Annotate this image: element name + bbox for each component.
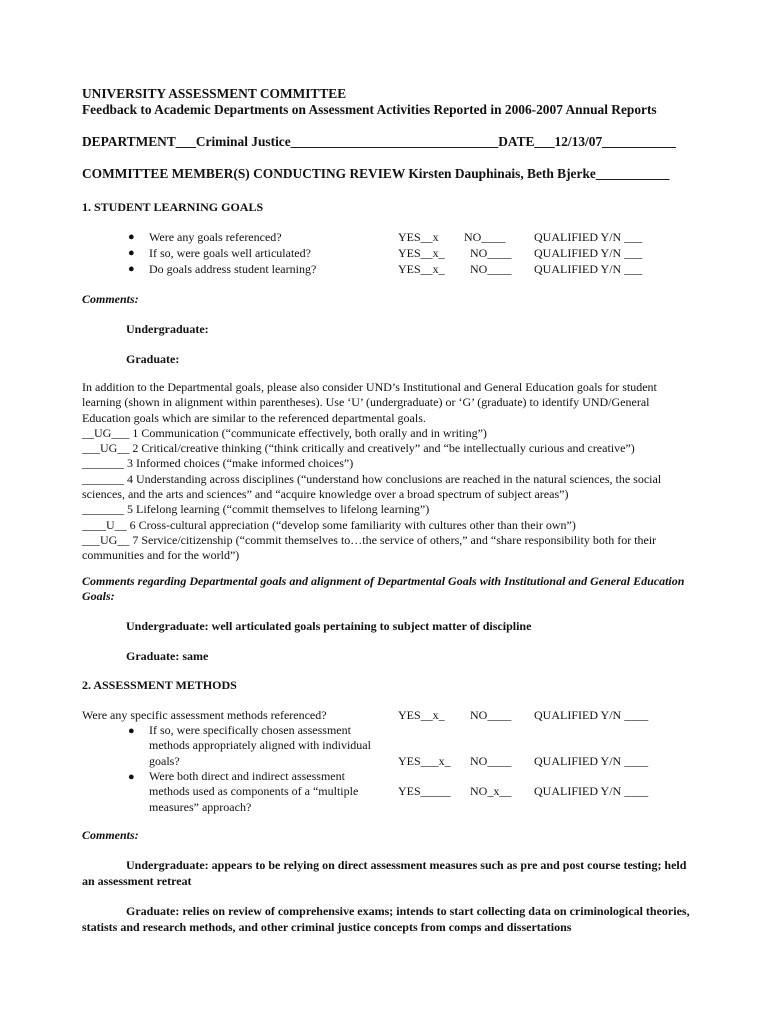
intro-line: In addition to the Departmental goals, please also consider UND’s Institutional and General Education goals for student — [82, 380, 657, 394]
intro-line: Education goals which are similar to the referenced departmental goals. — [82, 410, 426, 425]
no-answer: NO____ — [470, 246, 512, 260]
bullet-icon: ● — [128, 725, 135, 737]
goal-line: _______ 3 Informed choices (“make informed choices”) — [82, 456, 354, 471]
bullet-icon: ● — [128, 263, 135, 275]
question-line: measures” approach? — [149, 799, 252, 814]
question-line: Were both direct and indirect assessment — [149, 769, 345, 783]
no-answer: NO____ — [470, 754, 512, 768]
methods-undergraduate-comment-cont: an assessment retreat — [82, 874, 192, 888]
qualified-answer: QUALIFIED Y/N ____ — [534, 784, 649, 798]
qualified-answer: QUALIFIED Y/N ____ — [534, 754, 649, 768]
question-text — [149, 769, 358, 815]
question-line: methods used as components of a “multiple — [149, 784, 359, 799]
goals-undergraduate-comment: Undergraduate: well articulated goals pertaining to subject matter of discipline — [126, 619, 532, 633]
bullet-icon: ● — [128, 247, 135, 259]
goal-line: ___UG__ 2 Critical/creative thinking (“think critically and creatively” and “be intellectually curious and creative”) — [82, 441, 635, 456]
bullet-icon: ● — [128, 231, 135, 243]
question-text: If so, were goals well articulated? — [149, 246, 311, 260]
department-line: DEPARTMENT___Criminal Justice_______________________________DATE___12/13/07___________ — [82, 134, 676, 149]
goal-line: _______ 5 Lifelong learning (“commit themselves to lifelong learning”) — [82, 502, 430, 517]
methods-undergraduate-comment: Undergraduate: appears to be relying on direct assessment measures such as pre and post course testing; held — [126, 858, 687, 872]
section1-undergraduate-label: Undergraduate: — [126, 322, 209, 336]
section1-graduate-label: Graduate: — [126, 352, 180, 366]
question-line: If so, were specifically chosen assessment — [149, 723, 351, 737]
yes-answer: YES__x_ — [398, 262, 445, 276]
goal-line: ____U__ 6 Cross-cultural appreciation (“develop some familiarity with cultures other than their own”) — [82, 517, 576, 532]
no-answer: NO_x__ — [470, 784, 512, 798]
goals-comments-heading-cont: Goals: — [82, 589, 115, 603]
yes-answer: YES_____ — [398, 784, 451, 798]
intro-line: learning (shown in alignment within parentheses). Use ‘U’ (undergraduate) or ‘G’ (graduate) to identify UND/General — [82, 395, 650, 410]
qualified-answer: QUALIFIED Y/N ___ — [534, 262, 643, 276]
committee-members-line: COMMITTEE MEMBER(S) CONDUCTING REVIEW Kirsten Dauphinais, Beth Bjerke___________ — [82, 166, 670, 181]
section2-heading: 2. ASSESSMENT METHODS — [82, 678, 237, 692]
question-text — [149, 723, 371, 769]
yes-answer: YES___x_ — [398, 754, 451, 768]
committee-title: UNIVERSITY ASSESSMENT COMMITTEE — [82, 86, 347, 101]
no-answer: NO____ — [470, 262, 512, 276]
goal-line: __UG___ 1 Communication (“communicate effectively, both orally and in writing”) — [82, 425, 487, 440]
qualified-answer: QUALIFIED Y/N ___ — [534, 230, 643, 244]
yes-answer: YES__x_ — [398, 708, 445, 722]
no-answer: NO____ — [464, 230, 506, 244]
methods-graduate-comment: Graduate: relies on review of comprehensive exams; intends to start collecting data on criminological theories, — [126, 904, 690, 918]
institutional-intro — [82, 380, 661, 564]
document-subtitle: Feedback to Academic Departments on Assessment Activities Reported in 2006-2007 Annual Reports — [82, 102, 657, 117]
section1-heading: 1. STUDENT LEARNING GOALS — [82, 200, 264, 214]
qualified-answer: QUALIFIED Y/N ____ — [534, 708, 649, 722]
yes-answer: YES__x — [398, 230, 439, 244]
question-text: Do goals address student learning? — [149, 262, 317, 276]
question-text: Were any goals referenced? — [149, 230, 282, 244]
no-answer: NO____ — [470, 708, 512, 722]
section2-comments-label: Comments: — [82, 828, 139, 842]
goal-line: communities and for the world”) — [82, 548, 240, 563]
methods-graduate-comment-cont: statists and research methods, and other criminal justice concepts from comps and dissertations — [82, 920, 572, 934]
question-line: goals? — [149, 753, 180, 768]
goal-line: sciences, and the arts and sciences” and “acquire knowledge over a broad spectrum of subject areas”) — [82, 487, 569, 502]
question-line: methods appropriately aligned with individual — [149, 738, 371, 753]
goals-graduate-comment: Graduate: same — [126, 649, 209, 663]
bullet-icon: ● — [128, 771, 135, 783]
goals-comments-heading: Comments regarding Departmental goals and alignment of Departmental Goals with Institutional and General Education — [82, 574, 685, 588]
goal-line: ___UG__ 7 Service/citizenship (“commit themselves to…the service of others,” and “share responsibility both for their — [82, 532, 657, 547]
qualified-answer: QUALIFIED Y/N ___ — [534, 246, 643, 260]
question-text: Were any specific assessment methods referenced? — [82, 708, 327, 722]
section1-comments-label: Comments: — [82, 292, 139, 306]
goal-line: _______ 4 Understanding across disciplines (“understand how conclusions are reached in the natural sciences, the social — [82, 471, 662, 486]
yes-answer: YES__x_ — [398, 246, 445, 260]
